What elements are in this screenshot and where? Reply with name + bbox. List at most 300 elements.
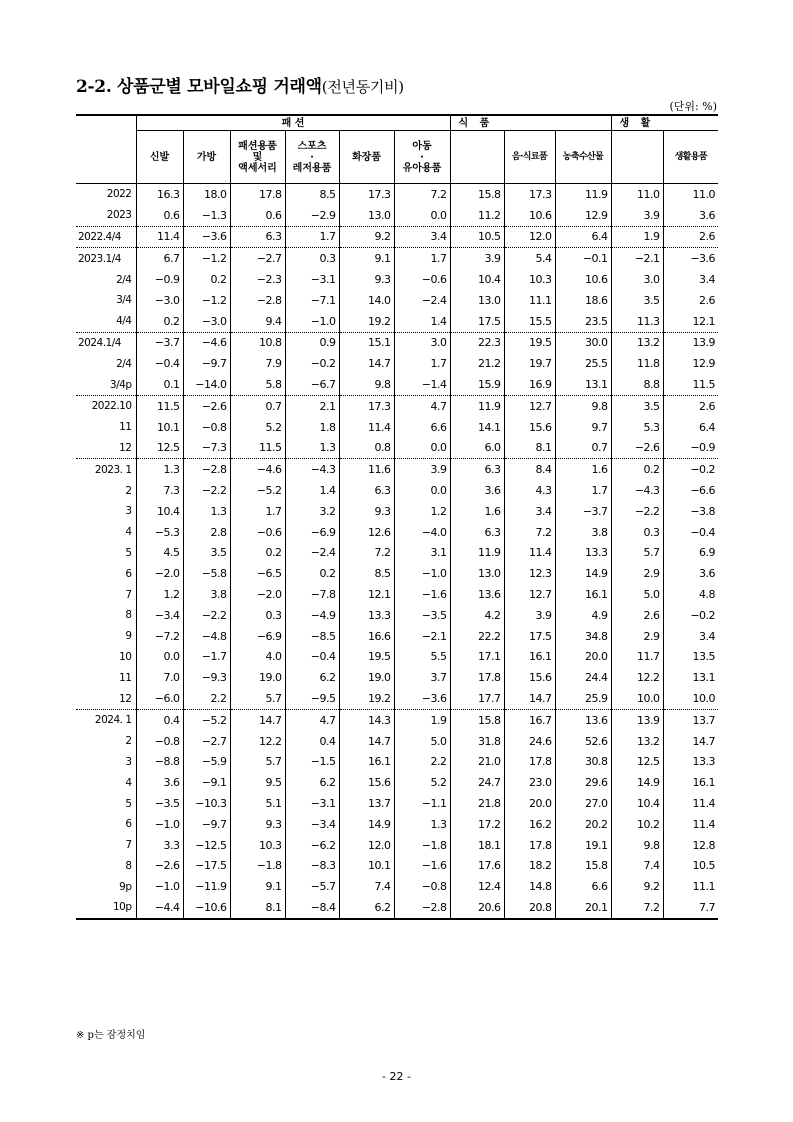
cell-value: −6.5	[230, 563, 285, 584]
cell-value: 11.7	[611, 647, 663, 668]
table-row	[76, 205, 718, 226]
cell-value: 6.0	[450, 438, 504, 459]
cell-value: −5.9	[183, 752, 230, 773]
cell-value: 3.5	[611, 290, 663, 311]
cell-value: 6.6	[394, 417, 450, 438]
cell-value: −1.3	[183, 205, 230, 226]
cell-value: 4.2	[450, 605, 504, 626]
cell-value: 3.9	[611, 205, 663, 226]
table-row	[76, 459, 718, 480]
cell-value: 2.8	[183, 522, 230, 543]
cell-value: 3.0	[394, 332, 450, 353]
table-row	[76, 688, 718, 709]
cell-value: 5.1	[230, 793, 285, 814]
cell-value: −6.2	[285, 835, 339, 856]
cell-value: 10.5	[450, 226, 504, 248]
cell-value: −12.5	[183, 835, 230, 856]
cell-value: 1.3	[285, 438, 339, 459]
cell-value: 5.7	[230, 752, 285, 773]
row-label: 9p	[76, 876, 136, 897]
cell-value: 24.7	[450, 772, 504, 793]
table-row	[76, 417, 718, 438]
cell-value: 7.9	[230, 353, 285, 374]
cell-value: −2.4	[285, 543, 339, 564]
group-life: 생 활	[611, 115, 718, 131]
cell-value: 12.8	[692, 838, 716, 852]
cell-value: 5.4	[504, 248, 555, 269]
row-label: 2022	[76, 184, 136, 205]
cell-value: 0.3	[285, 248, 339, 269]
row-label: 10p	[76, 897, 136, 919]
cell-value: 13.2	[611, 731, 663, 752]
cell-value: 1.9	[394, 709, 450, 730]
cell-value: 0.0	[394, 205, 450, 226]
cell-value: −1.2	[183, 290, 230, 311]
cell-value: 4.9	[555, 605, 611, 626]
cell-value: 19.5	[504, 332, 555, 353]
table-row	[76, 332, 718, 353]
cell-value: 6.4	[555, 226, 611, 248]
table-row	[76, 752, 718, 773]
table-row	[76, 876, 718, 897]
row-label: 7	[76, 835, 136, 856]
cell-value: 8.5	[285, 184, 339, 205]
table-row	[76, 814, 718, 835]
cell-value: 1.3	[136, 459, 183, 480]
cell-value: 12.3	[504, 563, 555, 584]
cell-value: −5.3	[136, 522, 183, 543]
table-row	[76, 311, 718, 332]
cell-value: 30.8	[555, 752, 611, 773]
cell-value: 6.3	[450, 459, 504, 480]
cell-value: 31.8	[450, 731, 504, 752]
row-label: 6	[76, 563, 136, 584]
cell-value: 1.7	[285, 226, 339, 248]
cell-value: −2.3	[230, 269, 285, 290]
cell-value: 14.8	[504, 876, 555, 897]
table-row	[76, 269, 718, 290]
cell-value: 10.4	[611, 793, 663, 814]
row-label: 11	[76, 417, 136, 438]
page-title	[76, 72, 404, 97]
table-row	[76, 480, 718, 501]
cell-value: 14.9	[339, 814, 394, 835]
cell-value: 23.0	[504, 772, 555, 793]
row-label: 4	[76, 772, 136, 793]
cell-value: −3.6	[663, 248, 718, 269]
cell-value: −2.2	[183, 605, 230, 626]
cell-value: −7.2	[136, 626, 183, 647]
cell-value: 2.9	[611, 626, 663, 647]
cell-value: 11.4	[504, 543, 555, 564]
cell-value: 24.6	[504, 731, 555, 752]
row-label: 3	[76, 752, 136, 773]
row-label: 5	[76, 793, 136, 814]
table-row	[76, 184, 718, 205]
cell-value: −2.0	[136, 563, 183, 584]
cell-value: −0.4	[136, 353, 183, 374]
table-row	[76, 290, 718, 311]
cell-value: 8.5	[339, 563, 394, 584]
cell-value: 12.0	[339, 835, 394, 856]
table-row	[76, 856, 718, 877]
cell-value: −2.8	[230, 290, 285, 311]
cell-value: 16.1	[339, 752, 394, 773]
cell-value: 17.2	[450, 814, 504, 835]
cell-value: −2.9	[285, 205, 339, 226]
cell-value: 0.2	[230, 543, 285, 564]
row-label: 3/4p	[76, 374, 136, 395]
col-fashion-acc: 패션용품 및 액세서리	[230, 131, 285, 184]
cell-value: 17.5	[450, 311, 504, 332]
cell-value: 11.4	[692, 817, 716, 831]
cell-value: 11.3	[611, 311, 663, 332]
cell-value: 1.6	[555, 459, 611, 480]
row-label: 6	[76, 814, 136, 835]
cell-value: 17.5	[504, 626, 555, 647]
cell-value: 9.3	[339, 269, 394, 290]
table-row	[76, 667, 718, 688]
cell-value: −3.1	[285, 793, 339, 814]
cell-value: −2.2	[183, 480, 230, 501]
cell-value: 5.2	[394, 772, 450, 793]
cell-value: 0.8	[339, 438, 394, 459]
col-food-bev: 음·식료품	[504, 131, 555, 184]
cell-value: 0.7	[230, 395, 285, 416]
cell-value: −14.0	[183, 374, 230, 395]
cell-value: 9.8	[339, 374, 394, 395]
cell-value: −2.6	[183, 395, 230, 416]
unit-label: (단위: %)	[669, 100, 717, 113]
cell-value: 17.8	[230, 184, 285, 205]
cell-value: 11.2	[450, 205, 504, 226]
cell-value: −2.2	[611, 501, 663, 522]
cell-value: −6.7	[285, 374, 339, 395]
cell-value: 1.3	[394, 814, 450, 835]
cell-value: −5.2	[230, 480, 285, 501]
cell-value: −2.8	[394, 897, 450, 919]
cell-value: 21.2	[450, 353, 504, 374]
cell-value: 3.5	[183, 543, 230, 564]
table-row	[76, 897, 718, 919]
cell-value: −0.4	[690, 525, 716, 539]
cell-value: 9.8	[555, 395, 611, 416]
cell-value: 12.4	[450, 876, 504, 897]
cell-value: 5.5	[394, 647, 450, 668]
cell-value: −1.2	[183, 248, 230, 269]
cell-value: 2.6	[699, 293, 716, 307]
cell-value: −0.9	[136, 269, 183, 290]
cell-value: 17.8	[504, 752, 555, 773]
cell-value: 5.7	[230, 688, 285, 709]
cell-value: 9.8	[611, 835, 663, 856]
cell-value: 3.4	[699, 629, 716, 643]
cell-value: 20.0	[504, 793, 555, 814]
cell-value: −4.9	[285, 605, 339, 626]
cell-value: −0.8	[394, 876, 450, 897]
cell-value: 0.2	[136, 311, 183, 332]
cell-value: −11.9	[183, 876, 230, 897]
cell-value: 24.4	[555, 667, 611, 688]
cell-value: 13.2	[611, 332, 663, 353]
cell-value: 6.3	[450, 522, 504, 543]
cell-value: −2.1	[611, 248, 663, 269]
cell-value: 10.4	[450, 269, 504, 290]
cell-value: 14.7	[339, 731, 394, 752]
cell-value: −4.3	[285, 459, 339, 480]
cell-value: 19.1	[555, 835, 611, 856]
cell-value: 9.3	[230, 814, 285, 835]
cell-value: 16.2	[504, 814, 555, 835]
cell-value: 15.8	[450, 709, 504, 730]
cell-value: 3.4	[394, 226, 450, 248]
cell-value: 6.4	[699, 420, 716, 434]
table-row	[76, 248, 718, 269]
cell-value: 9.4	[230, 311, 285, 332]
cell-value: 10.2	[611, 814, 663, 835]
cell-value: 0.2	[285, 563, 339, 584]
cell-value: −5.2	[183, 709, 230, 730]
cell-value: 11.8	[611, 353, 663, 374]
table-row	[76, 731, 718, 752]
cell-value: 6.3	[339, 480, 394, 501]
cell-value: 11.1	[692, 880, 716, 894]
cell-value: 7.4	[339, 876, 394, 897]
cell-value: 11.5	[230, 438, 285, 459]
col-life-total	[611, 131, 663, 184]
cell-value: 0.7	[555, 438, 611, 459]
cell-value: 0.3	[230, 605, 285, 626]
footnote: ※ p는 잠정치임	[76, 1030, 146, 1041]
cell-value: 0.6	[136, 205, 183, 226]
col-life-goods: 생활용품	[663, 131, 718, 184]
row-label: 2/4	[76, 269, 136, 290]
cell-value: −9.3	[183, 667, 230, 688]
cell-value: 2.6	[663, 395, 718, 416]
cell-value: 6.2	[285, 772, 339, 793]
cell-value: 6.7	[136, 248, 183, 269]
cell-value: 8.8	[611, 374, 663, 395]
cell-value: 10.8	[230, 332, 285, 353]
cell-value: −7.8	[285, 584, 339, 605]
cell-value: 10.4	[136, 501, 183, 522]
col-food-total	[450, 131, 504, 184]
cell-value: 10.1	[339, 856, 394, 877]
cell-value: 11.1	[504, 290, 555, 311]
cell-value: 7.2	[394, 184, 450, 205]
cell-value: 3.3	[136, 835, 183, 856]
cell-value: 21.8	[450, 793, 504, 814]
cell-value: −3.7	[136, 332, 183, 353]
cell-value: 6.9	[699, 546, 716, 560]
cell-value: −3.4	[285, 814, 339, 835]
cell-value: 13.5	[692, 650, 716, 664]
row-label: 12	[76, 688, 136, 709]
cell-value: 11.9	[450, 395, 504, 416]
cell-value: 10.1	[136, 417, 183, 438]
cell-value: 17.3	[504, 184, 555, 205]
row-label: 2023	[76, 205, 136, 226]
cell-value: 3.0	[611, 269, 663, 290]
table-row	[76, 835, 718, 856]
cell-value: 15.6	[339, 772, 394, 793]
cell-value: −1.4	[394, 374, 450, 395]
cell-value: 11.5	[136, 395, 183, 416]
cell-value: 0.2	[183, 269, 230, 290]
cell-value: 13.0	[450, 563, 504, 584]
table-row	[76, 626, 718, 647]
cell-value: 1.4	[285, 480, 339, 501]
cell-value: 3.2	[285, 501, 339, 522]
cell-value: −0.6	[394, 269, 450, 290]
row-label: 2023. 1	[76, 459, 136, 480]
cell-value: 12.5	[136, 438, 183, 459]
cell-value: 23.5	[555, 311, 611, 332]
cell-value: 19.2	[339, 311, 394, 332]
table-row	[76, 522, 718, 543]
cell-value: 20.0	[555, 647, 611, 668]
cell-value: 19.0	[339, 667, 394, 688]
cell-value: 19.5	[339, 647, 394, 668]
title-main: 2-2. 상품군별 모바일쇼핑 거래액	[76, 77, 322, 97]
cell-value: 13.6	[450, 584, 504, 605]
table-row	[76, 584, 718, 605]
cell-value: −1.0	[285, 311, 339, 332]
cell-value: 11.0	[611, 184, 663, 205]
cell-value: 4.8	[699, 588, 716, 602]
cell-value: 15.1	[339, 332, 394, 353]
cell-value: 0.6	[230, 205, 285, 226]
cell-value: −2.8	[183, 459, 230, 480]
row-label: 7	[76, 584, 136, 605]
cell-value: 9.1	[230, 876, 285, 897]
cell-value: 12.7	[504, 395, 555, 416]
cell-value: 15.9	[450, 374, 504, 395]
cell-value: 22.2	[450, 626, 504, 647]
cell-value: −0.2	[663, 459, 718, 480]
table-row	[76, 501, 718, 522]
cell-value: −1.8	[394, 835, 450, 856]
row-label: 2024.1/4	[76, 332, 136, 353]
row-label: 8	[76, 856, 136, 877]
cell-value: 3.9	[504, 605, 555, 626]
cell-value: 3.7	[394, 667, 450, 688]
cell-value: 3.6	[699, 208, 716, 222]
cell-value: −3.6	[183, 226, 230, 248]
table-row	[76, 709, 718, 730]
cell-value: 7.2	[611, 897, 663, 919]
cell-value: −7.3	[183, 438, 230, 459]
cell-value: 6.2	[285, 667, 339, 688]
cell-value: 8.1	[504, 438, 555, 459]
cell-value: 19.7	[504, 353, 555, 374]
cell-value: 2.1	[285, 395, 339, 416]
row-label: 2	[76, 731, 136, 752]
cell-value: 10.6	[555, 269, 611, 290]
row-label: 8	[76, 605, 136, 626]
cell-value: −6.0	[136, 688, 183, 709]
cell-value: 7.3	[136, 480, 183, 501]
cell-value: 13.1	[555, 374, 611, 395]
cell-value: 17.6	[450, 856, 504, 877]
cell-value: −1.6	[394, 584, 450, 605]
cell-value: 19.0	[230, 667, 285, 688]
cell-value: −3.7	[555, 501, 611, 522]
cell-value: 11.4	[692, 797, 716, 810]
cell-value: 11.9	[450, 543, 504, 564]
cell-value: 18.1	[450, 835, 504, 856]
cell-value: −1.6	[394, 856, 450, 877]
cell-value: 12.2	[611, 667, 663, 688]
cell-value: −8.3	[285, 856, 339, 877]
cell-value: 5.0	[611, 584, 663, 605]
cell-value: 10.6	[504, 205, 555, 226]
cell-value: 20.1	[555, 897, 611, 919]
cell-value: 7.7	[663, 897, 718, 919]
cell-value: 14.7	[692, 734, 716, 748]
cell-value: 12.1	[692, 314, 716, 328]
cell-value: 16.3	[136, 184, 183, 205]
cell-value: −0.2	[690, 608, 716, 622]
cell-value: 4.7	[285, 709, 339, 730]
cell-value: −0.8	[183, 417, 230, 438]
cell-value: 3.6	[699, 567, 716, 581]
cell-value: 12.5	[611, 752, 663, 773]
row-label: 2022.4/4	[76, 226, 136, 248]
cell-value: 14.9	[611, 772, 663, 793]
cell-value: 17.3	[339, 395, 394, 416]
cell-value: 1.8	[285, 417, 339, 438]
cell-value: 12.7	[504, 584, 555, 605]
cell-value: 2.9	[611, 563, 663, 584]
cell-value: 2.6	[611, 605, 663, 626]
cell-value: 13.3	[692, 755, 716, 769]
cell-value: 12.6	[339, 522, 394, 543]
cell-value: −10.3	[183, 793, 230, 814]
table-body	[76, 184, 718, 919]
cell-value: 14.7	[504, 688, 555, 709]
cell-value: 13.7	[339, 793, 394, 814]
cell-value: 11.9	[555, 184, 611, 205]
cell-value: 21.0	[450, 752, 504, 773]
cell-value: 30.0	[555, 332, 611, 353]
cell-value: 17.3	[339, 184, 394, 205]
row-label: 2/4	[76, 353, 136, 374]
cell-value: 1.6	[450, 501, 504, 522]
cell-value: 16.1	[555, 584, 611, 605]
cell-value: −5.7	[285, 876, 339, 897]
cell-value: −4.6	[183, 332, 230, 353]
cell-value: 25.9	[555, 688, 611, 709]
col-sports: 스포츠 · 레저용품	[285, 131, 339, 184]
row-label: 11	[76, 667, 136, 688]
row-label: 2024. 1	[76, 709, 136, 730]
cell-value: 15.6	[504, 667, 555, 688]
cell-value: −4.0	[394, 522, 450, 543]
cell-value: −3.5	[394, 605, 450, 626]
cell-value: 5.8	[230, 374, 285, 395]
cell-value: −6.6	[690, 484, 716, 498]
cell-value: 14.3	[339, 709, 394, 730]
cell-value: 14.1	[450, 417, 504, 438]
cell-value: 16.1	[504, 647, 555, 668]
cell-value: 0.4	[285, 731, 339, 752]
cell-value: 13.0	[450, 290, 504, 311]
col-agri: 농축수산물	[555, 131, 611, 184]
table-row	[76, 226, 718, 248]
cell-value: 10.0	[611, 688, 663, 709]
cell-value: −4.6	[230, 459, 285, 480]
